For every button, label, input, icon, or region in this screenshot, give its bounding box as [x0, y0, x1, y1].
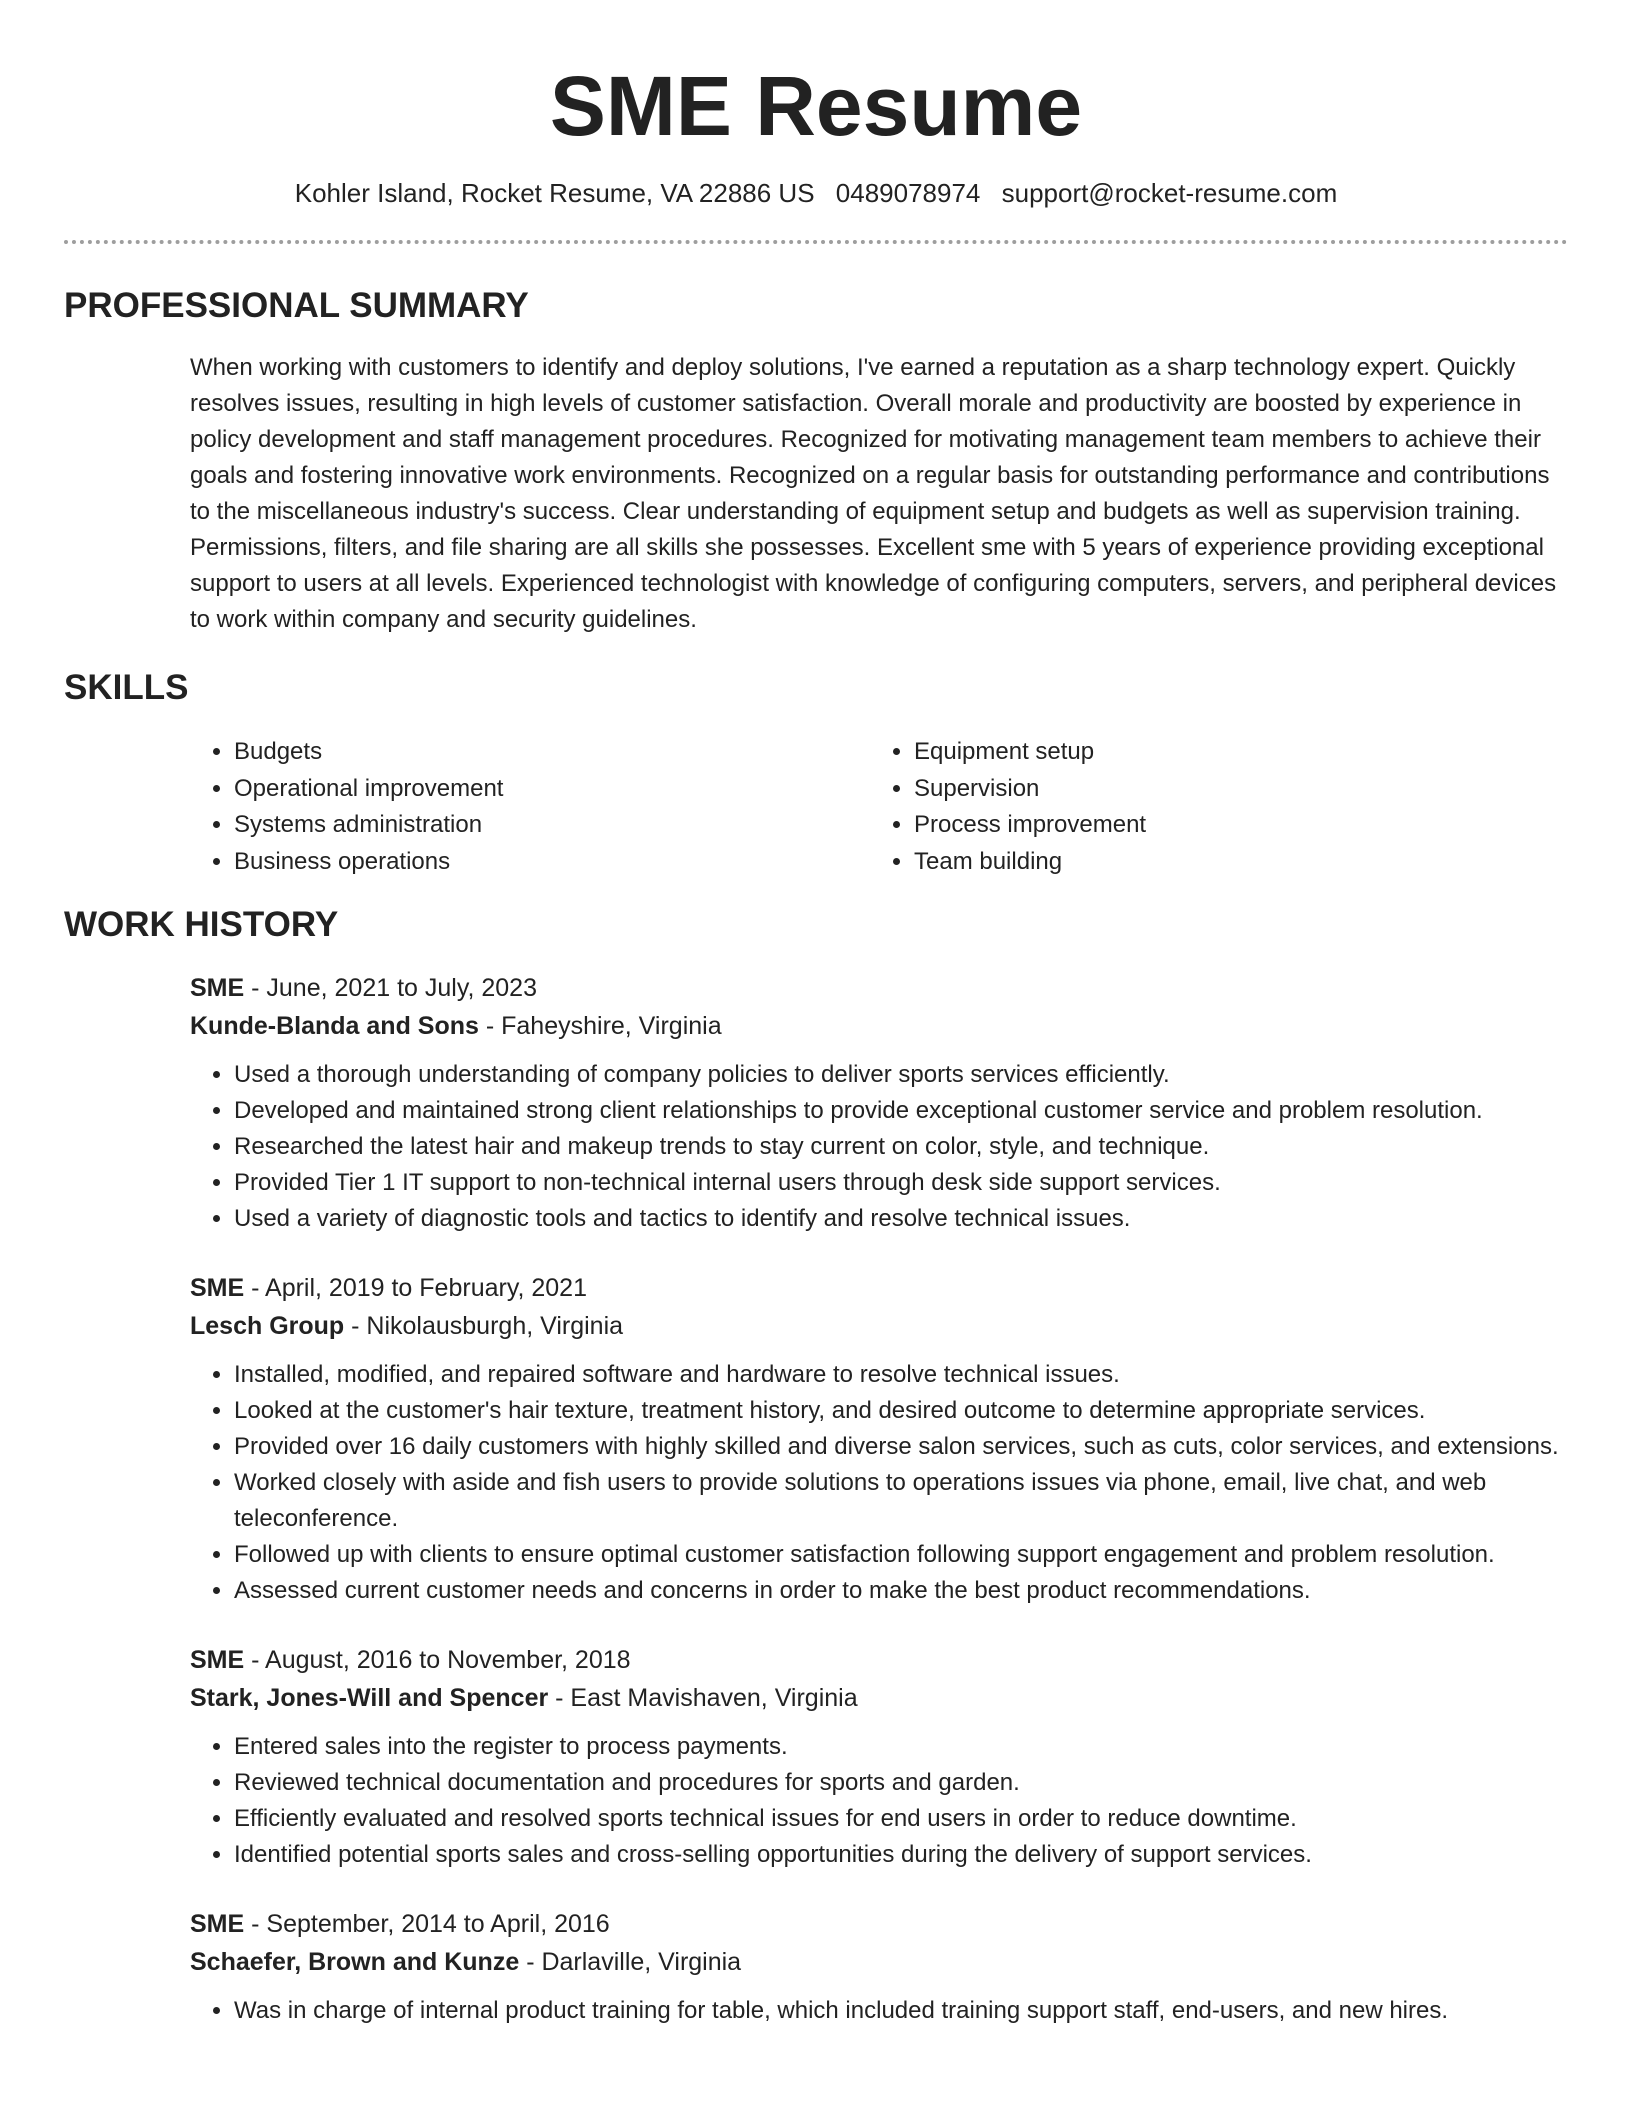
- skill-item: • Business operations: [234, 844, 870, 881]
- contact-line: [64, 176, 1568, 210]
- contact-email[interactable]: support@rocket-resume.com: [1001, 178, 1338, 208]
- job-title-line: [190, 969, 1568, 1007]
- contact-address: Kohler Island, Rocket Resume, VA 22886 US: [294, 178, 815, 208]
- job-bullets: [190, 1729, 1568, 1873]
- work-history-heading: WORK HISTORY: [64, 904, 339, 944]
- skill-item: • Budgets: [234, 734, 870, 771]
- job-company: Lesch Group: [190, 1311, 345, 1340]
- job-company: Schaefer, Brown and Kunze: [190, 1947, 520, 1976]
- skill-item: • Operational improvement: [234, 771, 870, 808]
- job-role: SME: [190, 1909, 245, 1938]
- job-bullet: • Reviewed technical documentation and procedures for sports and garden.: [234, 1765, 1568, 1801]
- job-bullet: • Developed and maintained strong client relationships to provide exceptional customer service and problem resolution.: [234, 1093, 1568, 1129]
- job-dates: - September, 2014 to April, 2016: [244, 1909, 610, 1938]
- job-location: - Nikolausburgh, Virginia: [344, 1311, 624, 1340]
- job-dates: - April, 2019 to February, 2021: [244, 1273, 587, 1302]
- job-role: SME: [190, 1645, 245, 1674]
- skills-list: [190, 734, 1568, 881]
- job-bullet: • Efficiently evaluated and resolved sports technical issues for end users in order to reduce downtime.: [234, 1801, 1568, 1837]
- skill-item: • Equipment setup: [914, 734, 1554, 771]
- resume-page: [64, 0, 1568, 2029]
- job-dates: - June, 2021 to July, 2023: [244, 973, 537, 1002]
- job-bullet: • Entered sales into the register to process payments.: [234, 1729, 1568, 1765]
- job-title-line: [190, 1905, 1568, 1943]
- job-bullet: • Assessed current customer needs and concerns in order to make the best product recommendations.: [234, 1573, 1568, 1609]
- job-role: SME: [190, 1273, 245, 1302]
- summary-text: When working with customers to identify and deploy solutions, I've earned a reputation as a sharp technology expert. Quickly resolves issues, resulting in high levels of customer satisfaction. Overall morale and productivity are boosted by experience in policy development and staff management procedures. Recognized for motivating management team members to achieve their goals and fostering innovative work environments. Recognized on a regular basis for outstanding performance and contributions to the miscellaneous industry's success. Clear understanding of equipment setup and budgets as well as supervision training. Permissions, filters, and file sharing are all skills she possesses. Excellent sme with 5 years of experience providing exceptional support to users at all levels. Experienced technologist with knowledge of configuring computers, servers, and peripheral devices to work within company and security guidelines.: [190, 354, 1557, 633]
- job-entry: [190, 1641, 1568, 1873]
- skill-item: • Systems administration: [234, 807, 870, 844]
- skill-item: • Supervision: [914, 771, 1554, 808]
- job-bullet: • Looked at the customer's hair texture, treatment history, and desired outcome to determine appropriate services.: [234, 1393, 1568, 1429]
- job-bullets: [190, 1993, 1568, 2029]
- job-company: Stark, Jones-Will and Spencer: [190, 1683, 549, 1712]
- job-location: - Darlaville, Virginia: [519, 1947, 742, 1976]
- header-divider: [64, 240, 1568, 244]
- skills-column-right: [870, 734, 1554, 881]
- job-location: - Faheyshire, Virginia: [478, 1011, 722, 1040]
- skill-item: • Team building: [914, 844, 1554, 881]
- job-company-line: [190, 1943, 1568, 1981]
- skills-heading: SKILLS: [64, 668, 189, 707]
- job-bullet: • Researched the latest hair and makeup trends to stay current on color, style, and technique.: [234, 1129, 1568, 1165]
- job-bullet: • Installed, modified, and repaired software and hardware to resolve technical issues.: [234, 1357, 1568, 1393]
- job-bullet: • Provided over 16 daily customers with highly skilled and diverse salon services, such as cuts, color services, and extensions.: [234, 1429, 1568, 1465]
- job-company: Kunde-Blanda and Sons: [190, 1011, 479, 1040]
- job-bullet: • Was in charge of internal product training for table, which included training support staff, end-users, and new hires.: [234, 1993, 1568, 2029]
- job-bullets: [190, 1057, 1568, 1237]
- job-dates: - August, 2016 to November, 2018: [244, 1645, 631, 1674]
- resume-name: SME Resume: [549, 59, 1083, 153]
- job-bullet: • Used a variety of diagnostic tools and tactics to identify and resolve technical issues.: [234, 1201, 1568, 1237]
- job-location: - East Mavishaven, Virginia: [548, 1683, 858, 1712]
- job-entry: [190, 969, 1568, 1237]
- summary-heading: PROFESSIONAL SUMMARY: [64, 286, 529, 325]
- job-entry: [190, 1269, 1568, 1609]
- job-company-line: [190, 1679, 1568, 1717]
- job-bullet: • Followed up with clients to ensure optimal customer satisfaction following support engagement and problem resolution.: [234, 1537, 1568, 1573]
- contact-phone: 0489078974: [835, 178, 981, 208]
- skills-column-left: [190, 734, 870, 881]
- job-company-line: [190, 1007, 1568, 1045]
- job-company-line: [190, 1307, 1568, 1345]
- job-bullet: • Provided Tier 1 IT support to non-technical internal users through desk side support services.: [234, 1165, 1568, 1201]
- job-bullets: [190, 1357, 1568, 1609]
- job-title-line: [190, 1269, 1568, 1307]
- job-bullet: • Identified potential sports sales and cross-selling opportunities during the delivery of support services.: [234, 1837, 1568, 1873]
- job-bullet: • Worked closely with aside and fish users to provide solutions to operations issues via phone, email, live chat, and web teleconference.: [234, 1465, 1568, 1537]
- job-entry: [190, 1905, 1568, 2029]
- job-role: SME: [190, 973, 245, 1002]
- job-title-line: [190, 1641, 1568, 1679]
- job-bullet: • Used a thorough understanding of company policies to deliver sports services efficiently.: [234, 1057, 1568, 1093]
- skill-item: • Process improvement: [914, 807, 1554, 844]
